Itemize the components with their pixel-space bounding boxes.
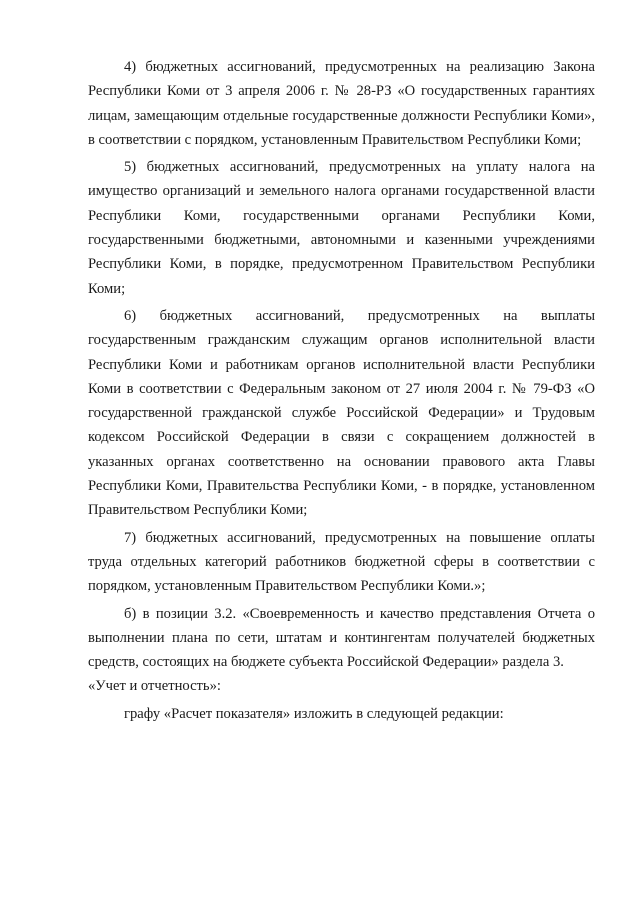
paragraph-section-title: «Учет и отчетность»: — [88, 678, 221, 695]
document-page — [88, 55, 595, 726]
paragraph-subitem-b: б) в позиции 3.2. «Своевременность и качество представления Отчета о выполнении плана по сети, штатам и контингентам получателей бюджетных средств, состоящих на бюджете субъекта Российской Федерации» раздела 3. — [88, 605, 595, 671]
paragraph-item-6: 6) бюджетных ассигнований, предусмотренных на выплаты государственным гражданским служащим органов исполнительной власти Республики Коми и работникам органов исполнительной власти Республики Коми в соответствии с Федеральным законом от 27 июля 2004 г. № 79-ФЗ «О государственной гражданской службе Российской Федерации» и Трудовым кодексом Российской Федерации в связи с сокращением должностей в указанных органах соответственно на основании правового акта Главы Республики Коми, Правительства Республики Коми, - в порядке, установленном Правительством Республики Коми; — [88, 307, 595, 519]
paragraph-instruction: графу «Расчет показателя» изложить в следующей редакции: — [124, 705, 504, 722]
paragraph-item-4: 4) бюджетных ассигнований, предусмотренных на реализацию Закона Республики Коми от 3 апреля 2006 г. № 28-РЗ «О государственных гарантиях лицам, замещающим отдельные государственные должности Республики Коми», в соответствии с порядком, установленным Правительством Республики Коми; — [88, 59, 595, 148]
paragraph-item-7: 7) бюджетных ассигнований, предусмотренных на повышение оплаты труда отдельных категорий работников бюджетной сферы в соответствии с порядком, установленным Правительством Республики Коми.»; — [88, 529, 595, 595]
paragraph-item-5: 5) бюджетных ассигнований, предусмотренных на уплату налога на имущество организаций и земельного налога органами государственной власти Республики Коми, государственными органами Республики Коми, государственными бюджетными, автономными и казенными учреждениями Республики Коми, в порядке, предусмотренном Правительством Республики Коми; — [88, 159, 595, 297]
